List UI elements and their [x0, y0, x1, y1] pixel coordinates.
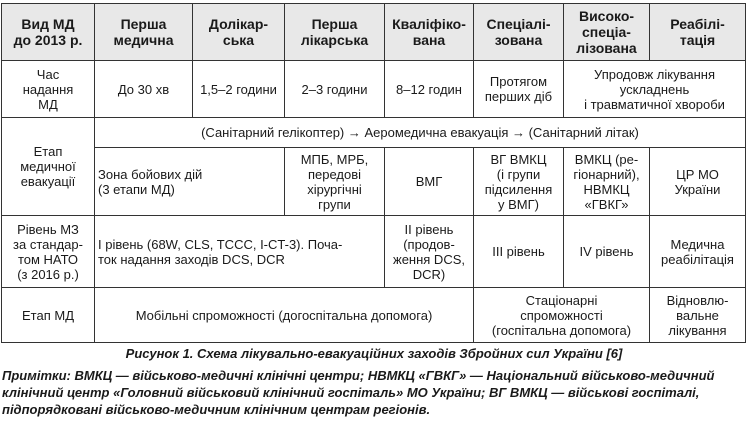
- header-cell: Спеціалі- зована: [474, 4, 564, 61]
- table-cell: Протягом перших діб: [474, 61, 564, 118]
- header-cell: Долікар- ська: [193, 4, 285, 61]
- table-cell: 8–12 годин: [385, 61, 474, 118]
- table-cell: ВГ ВМКЦ (і групи підсилення у ВМГ): [474, 148, 564, 216]
- table-cell: Стаціонарні спроможності (госпітальна допомога): [474, 288, 650, 343]
- row-label: Етап медичної евакуації: [2, 118, 95, 216]
- figure-notes: Примітки: ВМКЦ — військово-медичні клінічні центри; НВМКЦ «ГВКГ» — Національний військово-медичний клінічний центр «Головний військовий клінічний госпіталь» МО України; ВГ ВМКЦ — військові госпіталі, підпорядковані військово-медичним клінічним центрам регіонів.: [2, 368, 715, 417]
- table-row: [2, 148, 746, 216]
- table-row: [2, 118, 746, 148]
- table-cell: 2–3 години: [285, 61, 385, 118]
- table-cell: Упродовж лікування ускладнень і травматичної хвороби: [564, 61, 746, 118]
- header-cell: Перша медична: [95, 4, 193, 61]
- header-cell: Реабілі- тація: [650, 4, 746, 61]
- table-cell: МПБ, МРБ, передові хірургічні групи: [285, 148, 385, 216]
- table-cell: IV рівень: [564, 216, 650, 288]
- header-cell: Перша лікарська: [285, 4, 385, 61]
- table-row: [2, 216, 746, 288]
- air-evacuation-cell: (Санітарний гелікоптер) → Аеромедична евакуація → (Санітарний літак): [95, 118, 746, 148]
- table-cell: Відновлю- вальне лікування: [650, 288, 746, 343]
- table-cell: Мобільні спроможності (догоспітальна допомога): [95, 288, 474, 343]
- table-cell: До 30 хв: [95, 61, 193, 118]
- row-label: Рівень МЗ за стандар- том НАТО (з 2016 р.): [2, 216, 95, 288]
- table-row: [2, 288, 746, 343]
- header-cell: Кваліфіко- вана: [385, 4, 474, 61]
- table-row: [2, 61, 746, 118]
- table-header-row: [2, 4, 746, 61]
- table-cell: ВМГ: [385, 148, 474, 216]
- table-cell: І рівень (68W, CLS, TCCC, I-CT-3). Поча- ток надання заходів DCS, DCR: [95, 216, 385, 288]
- header-cell: Вид МД до 2013 р.: [2, 4, 95, 61]
- figure-caption: Рисунок 1. Схема лікувально-евакуаційних заходів Збройних сил України [6]: [125, 346, 623, 361]
- table-cell: ЦР МО України: [650, 148, 746, 216]
- table-cell: ВМКЦ (ре- гіонарний), НВМКЦ «ГВКГ»: [564, 148, 650, 216]
- table-cell: Зона бойових дій (3 етапи МД): [95, 148, 285, 216]
- row-label: Етап МД: [2, 288, 95, 343]
- header-cell: Високо- спеціа- лізована: [564, 4, 650, 61]
- table-cell: Медична реабілітація: [650, 216, 746, 288]
- table-cell: ІІ рівень (продов- ження DCS, DCR): [385, 216, 474, 288]
- table-cell: 1,5–2 години: [193, 61, 285, 118]
- evacuation-scheme-table: [1, 3, 746, 343]
- row-label: Час надання МД: [2, 61, 95, 118]
- table-cell: ІІІ рівень: [474, 216, 564, 288]
